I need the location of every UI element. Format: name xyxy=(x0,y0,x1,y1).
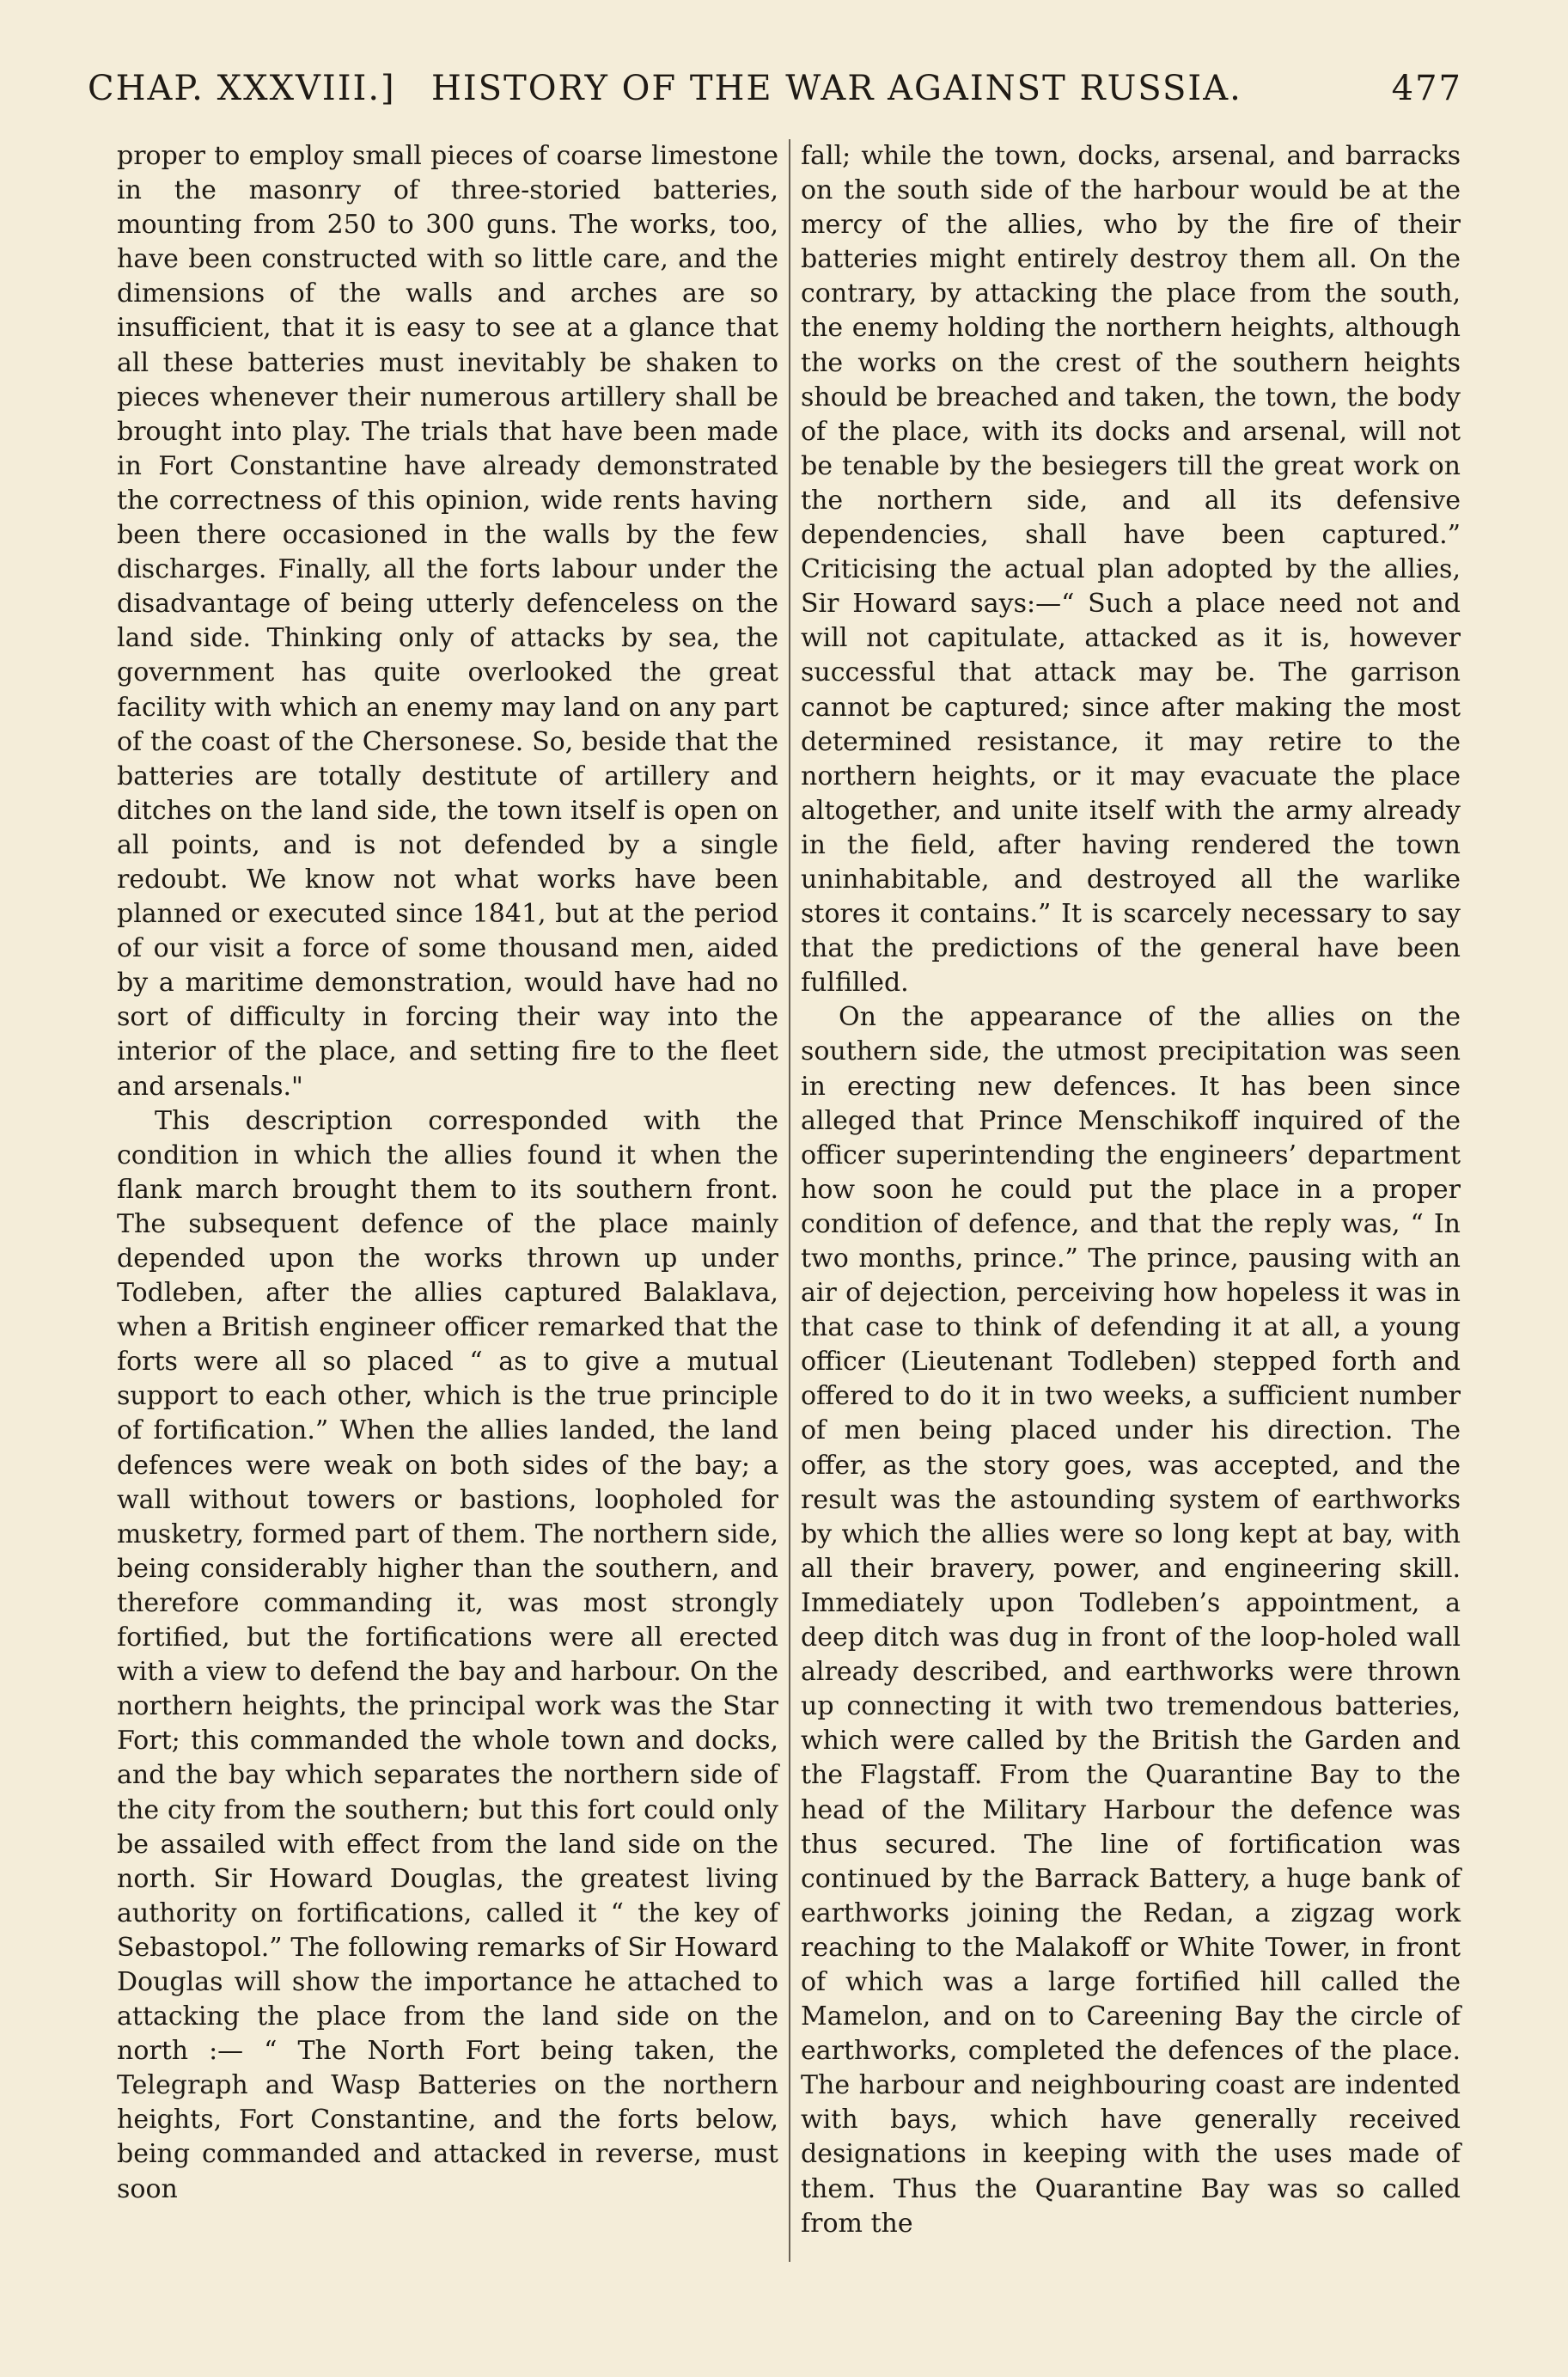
page-number: 477 xyxy=(1391,69,1462,108)
column-divider xyxy=(789,139,790,2262)
paragraph: On the appearance of the allies on the southern side, the utmost precipitation was seen in erecting new defences. It has been since alleged that Prince Menschikoff inquired of the officer superintending the engineers’ department how soon he could put the place in a proper condition of defence, and that the reply was, “ In two months, prince.” The prince, pausing with an air of dejection, perceiving how hopeless it was in that case to think of defending it at all, a young officer (Lieutenant Todleben) stepped forth and offered to do it in two weeks, a sufficient number of men being placed under his direction. The offer, as the story goes, was accepted, and the result was the astounding system of earthworks by which the allies were so long kept at bay, with all their bravery, power, and engineering skill. Immediately upon Todleben’s appointment, a deep ditch was dug in front of the loop-holed wall already described, and earthworks were thrown up connecting it with two tremendous batteries, which were called by the British the Garden and the Flagstaff. From the Quarantine Bay to the head of the Military Harbour the defence was thus secured. The line of fortification was continued by the Barrack Battery, a huge bank of earthworks joining the Redan, a zigzag work reaching to the Malakoff or White Tower, in front of which was a large fortified hill called the Mamelon, and on to Careening Bay the circle of earthworks, completed the defences of the place. The harbour and neighbouring coast are indented with bays, which have generally received designations in keeping with the uses made of them. Thus the Quarantine Bay was so called from the xyxy=(801,1002,1461,2239)
paragraph: proper to employ small pieces of coarse limestone in the masonry of three-storied batteries, mounting from 250 to 300 guns. The works, too, have been constructed with so little care, and the dimensions of the walls and arches are so insufficient, that it is easy to see at a glance that all these batteries must inevitably be shaken to pieces whenever their numerous artillery shall be brought into play. The trials that have been made in Fort Constantine have already demonstrated the correctness of this opinion, wide rents having been there occasioned in the walls by the few discharges. Finally, all the forts labour under the disadvantage of being utterly defenceless on the land side. Thinking only of attacks by sea, the government has quite overlooked the great facility with which an enemy may land on any part of the coast of the Chersonese. So, beside that the batteries are totally destitute of artillery and ditches on the land side, the town itself is open on all points, and is not defended by a single redoubt. We know not what works have been planned or executed since 1841, but at the period of our visit a force of some thousand men, aided by a maritime demonstration, would have had no sort of difficulty in forcing their way into the interior of the place, and setting fire to the fleet and arsenals." xyxy=(117,141,778,1102)
left-column xyxy=(117,139,778,2207)
right-column xyxy=(801,139,1461,2241)
paragraph: This description corresponded with the condition in which the allies found it when the flank march brought them to its southern front. The subsequent defence of the place mainly depended upon the works thrown up under Todleben, after the allies captured Balaklava, when a British engineer officer remarked that the forts were all so placed “ as to give a mutual support to each other, which is the true principle of fortification.” When the allies landed, the land defences were weak on both sides of the bay; a wall without towers or bastions, loopholed for musketry, formed part of them. The northern side, being considerably higher than the southern, and therefore commanding it, was most strongly fortified, but the fortifications were all erected with a view to defend the bay and harbour. On the northern heights, the principal work was the Star Fort; this commanded the whole town and docks, and the bay which separates the northern side of the city from the southern; but this fort could only be assailed with effect from the land side on the north. Sir Howard Douglas, the greatest living authority on fortifications, called it “ the key of Sebastopol.” The following remarks of Sir Howard Douglas will show the importance he attached to attacking the place from the land side on the north :— “ The North Fort being taken, the Telegraph and Wasp Batteries on the northern heights, Fort Constantine, and the forts below, being commanded and attacked in reverse, must soon xyxy=(117,1105,778,2204)
running-title: HISTORY OF THE WAR AGAINST RUSSIA. xyxy=(431,69,1242,108)
chapter-label: CHAP. XXXVIII.] xyxy=(88,69,396,108)
paragraph: fall; while the town, docks, arsenal, and barracks on the south side of the harbour would be at the mercy of the allies, who by the fire of their batteries might entirely destroy them all. On the contrary, by attacking the place from the south, the enemy holding the northern heights, although the works on the crest of the southern heights should be breached and taken, the town, the body of the place, with its docks and arsenal, will not be tenable by the besiegers till the great work on the northern side, and all its defensive dependencies, shall have been captured.” Criticising the actual plan adopted by the allies, Sir Howard says:—“ Such a place need not and will not capitulate, attacked as it is, however successful that attack may be. The garrison cannot be captured; since after making the most determined resistance, it may retire to the northern heights, or it may evacuate the place altogether, and unite itself with the army already in the field, after having rendered the town uninhabitable, and destroyed all the warlike stores it contains.” It is scarcely necessary to say that the predictions of the general have been fulfilled. xyxy=(801,141,1461,999)
running-header xyxy=(88,69,1462,129)
